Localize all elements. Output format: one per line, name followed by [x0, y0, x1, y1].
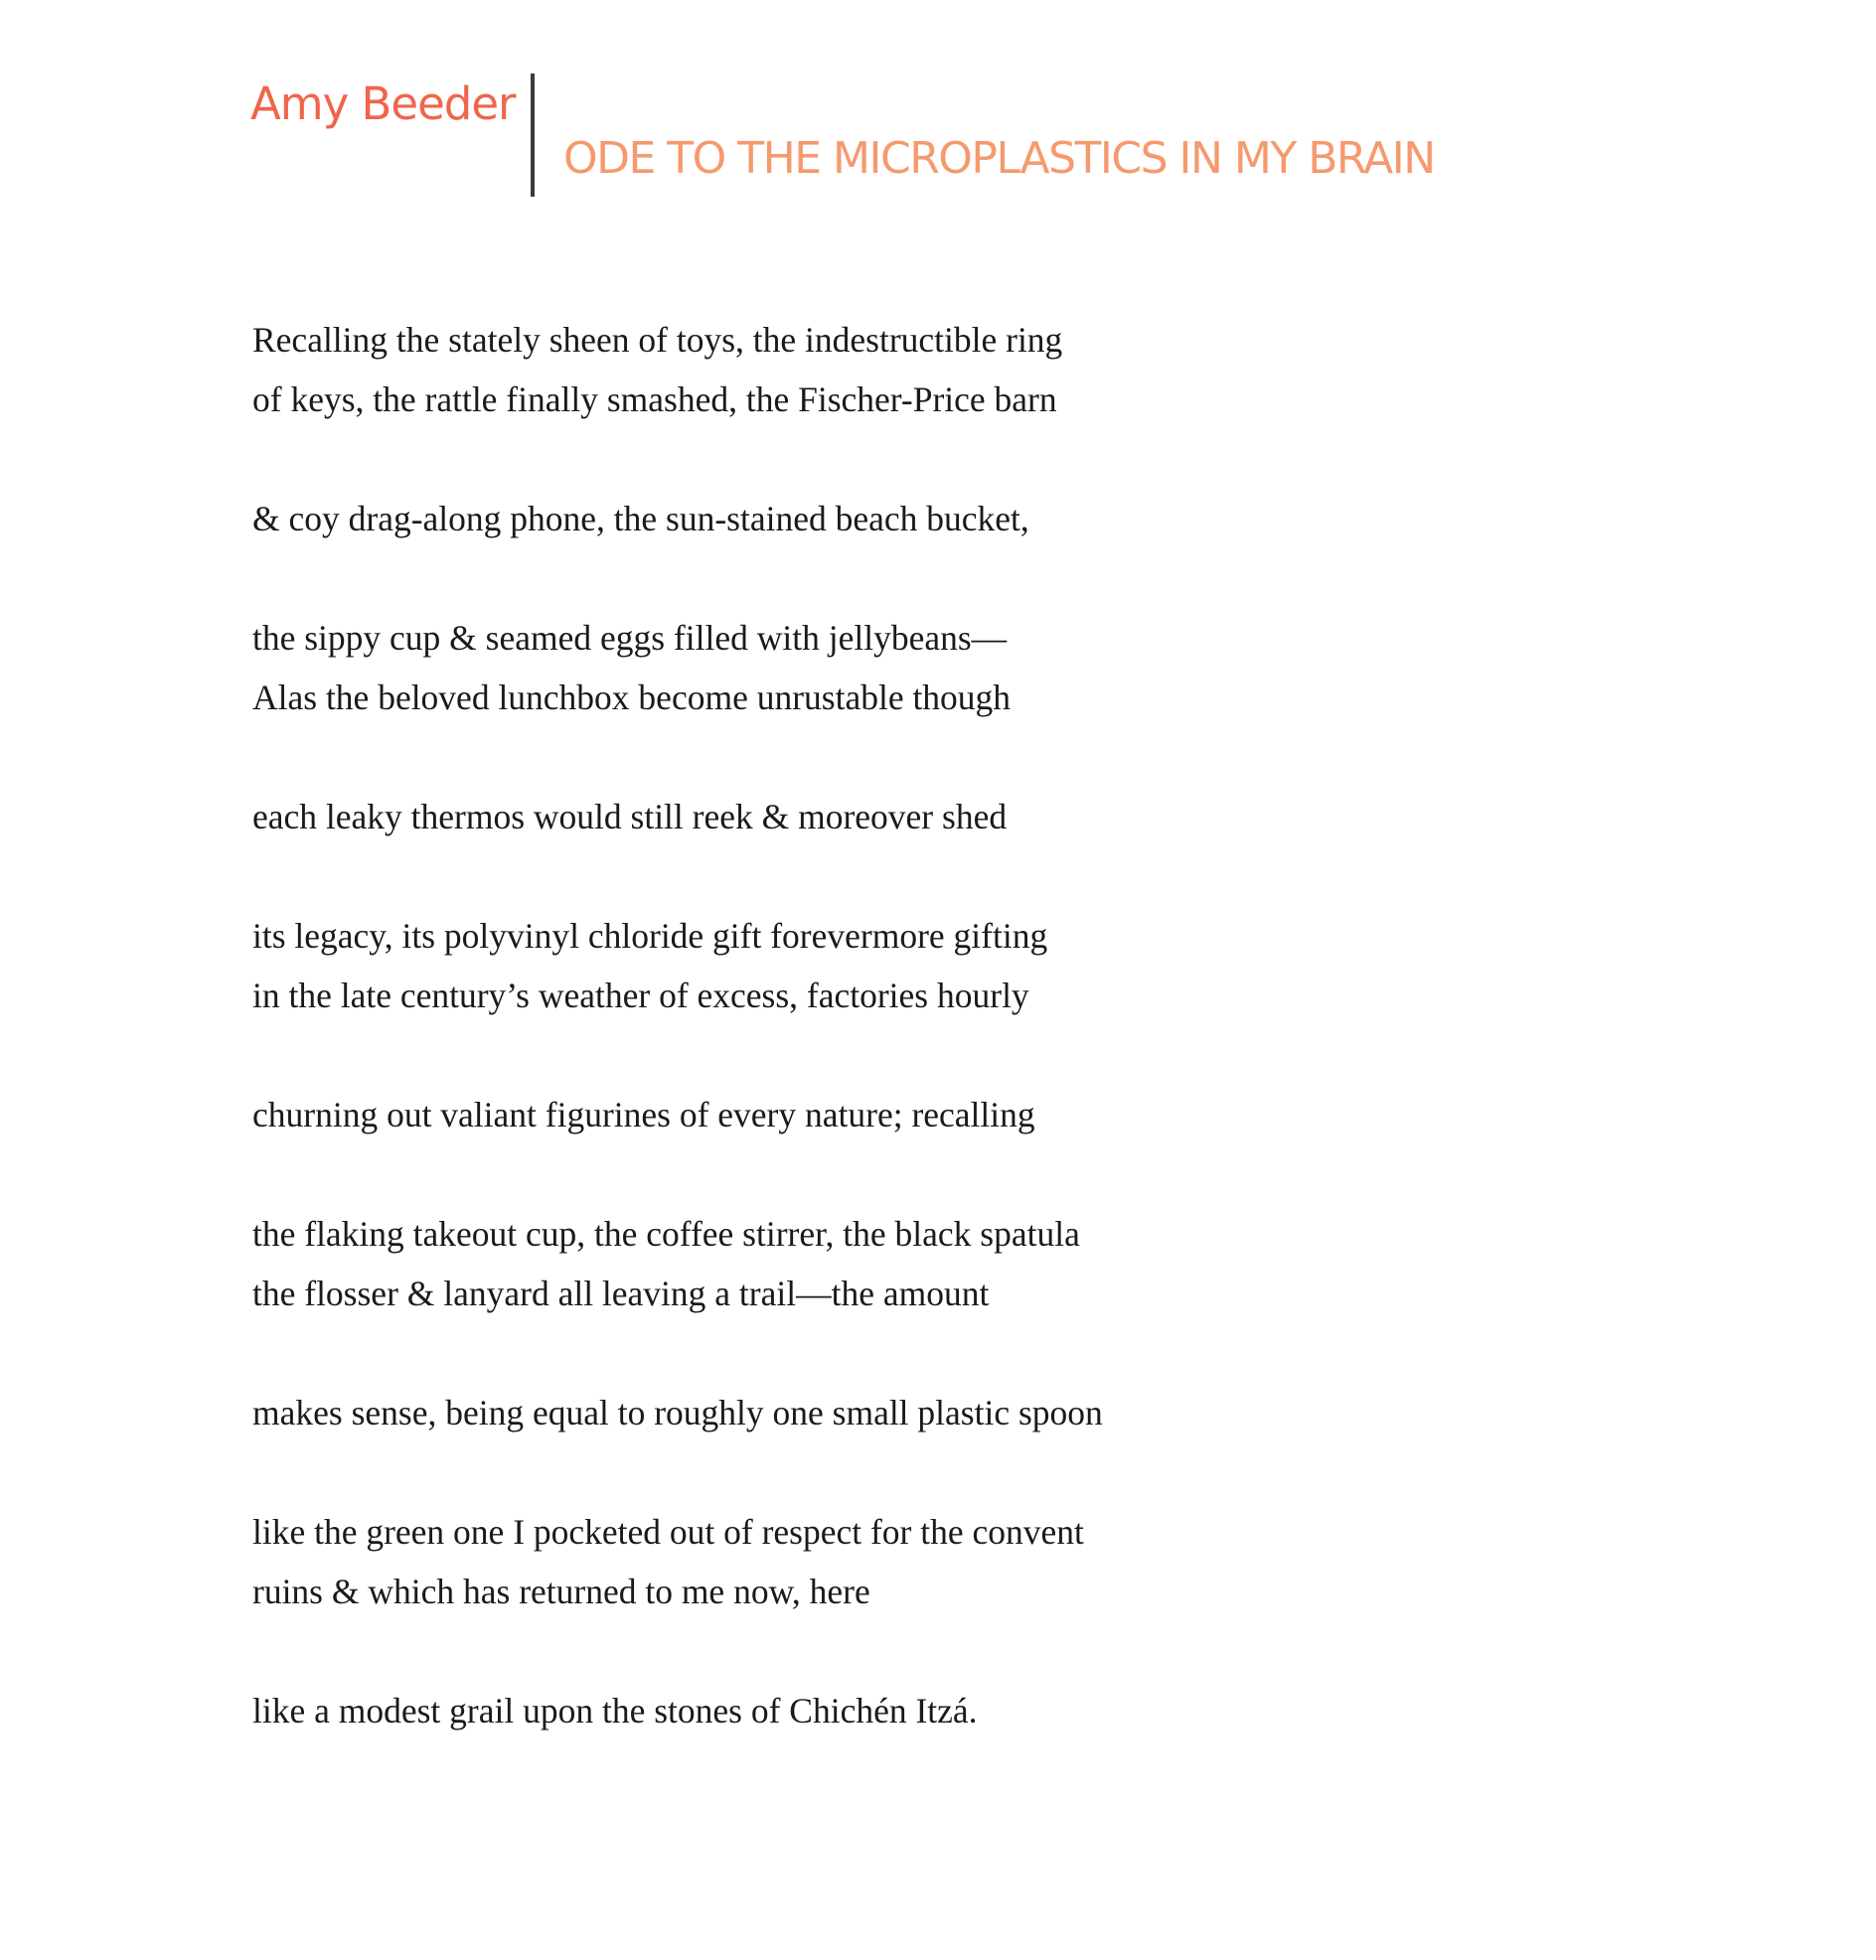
stanza — [252, 1502, 1544, 1621]
stanza — [252, 787, 1544, 846]
stanza — [252, 489, 1544, 548]
poem-line: Alas the beloved lunchbox become unrustable though — [252, 678, 1012, 717]
stanza — [252, 906, 1544, 1025]
poem-line: & coy drag-along phone, the sun-stained beach bucket, — [252, 499, 1029, 538]
poem-line: Recalling the stately sheen of toys, the indestructible ring — [252, 320, 1063, 360]
poem-line: of keys, the rattle finally smashed, the Fischer-Price barn — [252, 379, 1057, 419]
stanza — [252, 310, 1544, 429]
poem-body — [252, 310, 1544, 1800]
poem-line: in the late century’s weather of excess, factories hourly — [252, 976, 1029, 1015]
poem-title: ODE TO THE MICROPLASTICS IN MY BRAIN — [563, 133, 1435, 184]
poem-header — [0, 0, 1876, 219]
poem-line: the flosser & lanyard all leaving a trail—the amount — [252, 1274, 990, 1313]
poem-line: its legacy, its polyvinyl chloride gift forevermore gifting — [252, 916, 1048, 956]
stanza — [252, 1085, 1544, 1144]
poem-line: each leaky thermos would still reek & moreover shed — [252, 797, 1008, 836]
author-name: Amy Beeder — [250, 77, 516, 130]
poem-line: ruins & which has returned to me now, here — [252, 1572, 870, 1611]
poem-line: like a modest grail upon the stones of Chichén Itzá. — [252, 1691, 978, 1731]
stanza — [252, 1681, 1544, 1740]
stanza — [252, 1383, 1544, 1442]
header-divider — [531, 74, 535, 197]
poem-line: the flaking takeout cup, the coffee stirrer, the black spatula — [252, 1214, 1080, 1254]
poem-line: the sippy cup & seamed eggs filled with jellybeans— — [252, 618, 1008, 658]
stanza — [252, 1204, 1544, 1323]
stanza — [252, 608, 1544, 727]
poem-line: like the green one I pocketed out of respect for the convent — [252, 1512, 1084, 1552]
poem-line: makes sense, being equal to roughly one small plastic spoon — [252, 1393, 1103, 1432]
poem-line: churning out valiant figurines of every nature; recalling — [252, 1095, 1035, 1134]
